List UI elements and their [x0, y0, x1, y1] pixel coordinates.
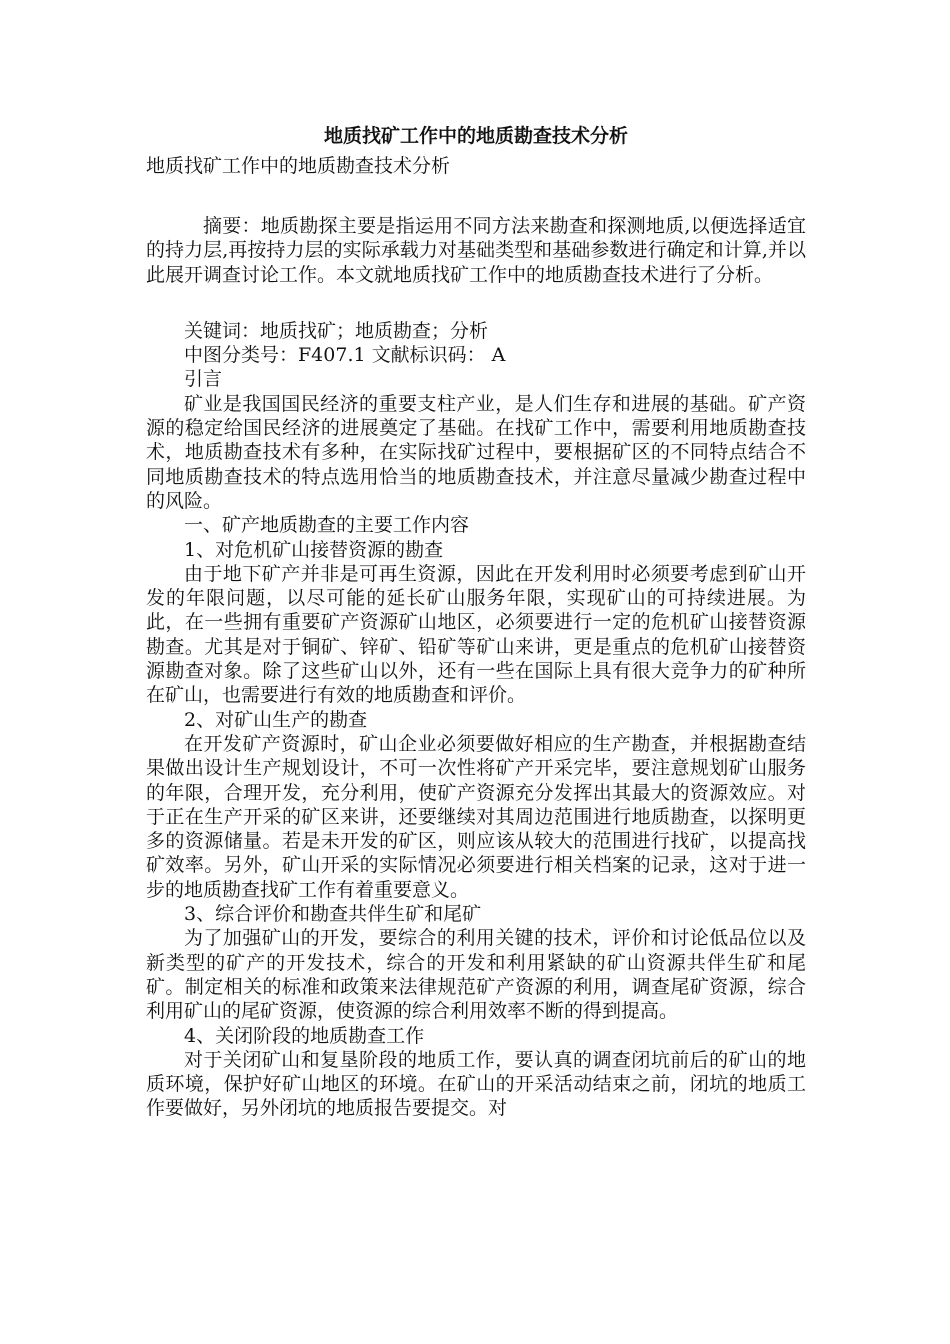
- subsection-heading: 3、综合评价和勘查共伴生矿和尾矿: [184, 903, 482, 926]
- section-heading: 一、矿产地质勘查的主要工作内容: [184, 514, 470, 537]
- abstract-paragraph: 摘要：地质勘探主要是指运用不同方法来勘查和探测地质,以便选择适宜的持力层,再按持力层的实际承载力对基础类型和基础参数进行确定和计算,并以此展开调查讨论工作。本文就地质找矿工作中的地质勘查技术进行了分析。: [146, 215, 806, 286]
- body-paragraph: 在开发矿产资源时，矿山企业必须要做好相应的生产勘查，并根据勘查结果做出设计生产规划设计，不可一次性将矿产开采完毕，要注意规划矿山服务的年限，合理开发，充分利用，使矿产资源充分发挥出其最大的资源效应。对于正在生产开采的矿区来讲，还要继续对其周边范围进行地质勘查，以探明更多的资源储量。若是未开发的矿区，则应该从较大的范围进行找矿，以提高找矿效率。另外，矿山开采的实际情况必须要进行相关档案的记录，这对于进一步的地质勘查找矿工作有着重要意义。: [146, 732, 806, 901]
- subsection-heading: 1、对危机矿山接替资源的勘查: [184, 538, 444, 561]
- keywords-line: 关键词：地质找矿；地质勘查；分析: [184, 319, 489, 342]
- spacer: [146, 180, 806, 214]
- document-subtitle: 地质找矿工作中的地质勘查技术分析: [146, 155, 451, 177]
- body-paragraph: 对于关闭矿山和复垦阶段的地质工作，要认真的调查闭坑前后的矿山的地质环境，保护好矿山地区的环境。在矿山的开采活动结束之前，闭坑的地质工作要做好，另外闭坑的地质报告要提交。对: [146, 1048, 806, 1120]
- intro-heading: 引言: [184, 368, 223, 391]
- body-paragraph: 为了加强矿山的开发，要综合的利用关键的技术，评价和讨论低品位以及新类型的矿产的开发技术，综合的开发和利用紧缺的矿山资源共伴生矿和尾矿。制定相关的标准和政策来法律规范矿产资源的利用，调查尾矿资源，综合利用矿山的尾矿资源，使资源的综合利用效率不断的得到提高。: [146, 927, 806, 1023]
- body-paragraph: 由于地下矿产并非是可再生资源，因此在开发利用时必须要考虑到矿山开发的年限问题，以尽可能的延长矿山服务年限，实现矿山的可持续进展。为此，在一些拥有重要矿产资源矿山地区，必须要进行一定的危机矿山接替资源勘查。尤其是对于铜矿、锌矿、铅矿等矿山来讲，更是重点的危机矿山接替资源勘查对象。除了这些矿山以外，还有一些在国际上具有很大竞争力的矿种所在矿山，也需要进行有效的地质勘查和评价。: [146, 562, 806, 707]
- classification-line: 中图分类号：F407.1 文献标识码： A: [184, 344, 506, 367]
- subsection-heading: 4、关闭阶段的地质勘查工作: [184, 1024, 425, 1047]
- subsection-heading: 2、对矿山生产的勘查: [184, 708, 368, 731]
- spacer: [146, 287, 806, 319]
- document-title: 地质找矿工作中的地质勘查技术分析: [323, 125, 628, 147]
- body-paragraph: 矿业是我国国民经济的重要支柱产业，是人们生存和进展的基础。矿产资源的稳定给国民经济的进展奠定了基础。在找矿工作中，需要利用地质勘查技术，地质勘查技术有多种，在实际找矿过程中，要根据矿区的不同特点结合不同地质勘查技术的特点选用恰当的地质勘查技术，并注意尽量减少勘查过程中的风险。: [146, 392, 806, 512]
- document-page: [146, 120, 806, 1121]
